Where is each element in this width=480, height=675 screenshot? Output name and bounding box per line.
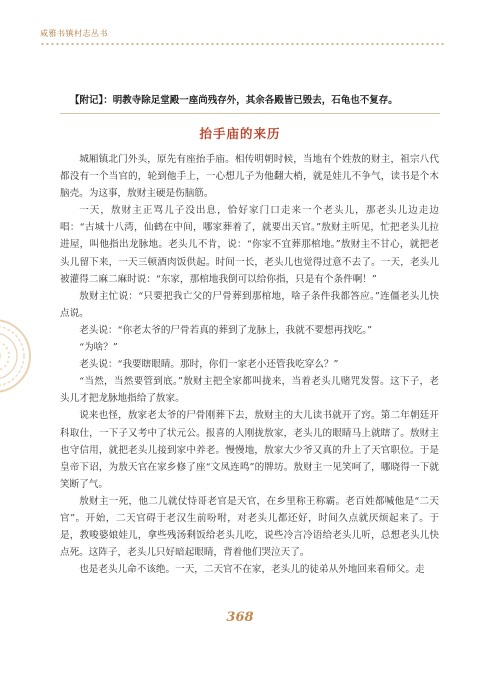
paragraph: “当然，当然要管到底。”敖财主把全家都叫拢来，当着老头儿赌咒发誓。这下子，老头儿才把龙脉地指给了敖家。 xyxy=(60,376,439,405)
paragraph: “为啥？” xyxy=(79,342,118,354)
paragraph: 一天，敖财主正骂儿子没出息，恰好家门口走来一个老头儿，那老头儿边走边唱：“古城十八湾，仙鹤在中间，哪家葬着了，就要出天官。”敖财主听见，忙把老头儿拉进屋，叫他指出龙脉地。老头儿不肯，说：“你家不宜葬那棺地。”敖财主不甘心，就把老头儿留下来，一天三顿酒肉饭供起。时间一长，老头儿也觉得过意不去了。一天，老头儿被灌得二麻二麻时说：“东家，那棺地我倒可以给你指，只是有个条件啊！” xyxy=(60,205,439,285)
series-title: 咸雅书镇村志丛书 xyxy=(40,29,108,38)
page-number: 368 xyxy=(226,610,254,625)
paragraph: 也是老头儿命不该绝。一天，二天官不在家，老头儿的徒弟从外地回来看师父。走 xyxy=(79,564,425,576)
paragraph: 说来也怪，敖家老太爷的尸骨刚葬下去，敖财主的大儿读书就开了窍。第二年朝廷开科取仕，一下子又考中了状元公。报喜的人刚拢敖家，老头儿的眼睛马上就瞎了。敖财主也守信用，就把老头儿接到家中养老。慢慢地，敖家大少爷又真的升上了天官职位。于是皇帝下诏，为敖天官在家乡修了座“文凤连鸣”的牌坊。敖财主一见笑呵了，哪晓得一下就笑断了气。 xyxy=(60,410,439,490)
article-body xyxy=(60,151,439,578)
paragraph: 敖财主忙说：“只要把我亡父的尸骨葬到那棺地，啥子条件我都答应。”连僵老头儿快点说。 xyxy=(60,290,439,319)
decorative-seal-icon xyxy=(0,318,32,394)
appendix-note: 【附记】：明教寺除足堂殿一座尚残存外，其余各殿皆已毁去，石龟也不复存。 xyxy=(70,95,398,106)
note-divider xyxy=(60,113,440,114)
dotted-divider xyxy=(40,42,444,46)
article-title: 抬手庙的来历 xyxy=(199,126,281,141)
paragraph: 敖财主一死，他二儿就仗恃哥老官是天官，在乡里称王称霸。老百姓都喊他是“二天官”。开始，二天官碍于老汉生前吩咐，对老头儿都还好，时间久点就厌烦起来了。于是，教唆婆娘娃儿，拿些残汤剩饭给老头儿吃，说些冷言冷语给老头儿听，总想老头儿快点死。这阵子，老头儿只好暗起眼睛，背着他们哭泣天了。 xyxy=(60,495,439,559)
paragraph: 老头说：“我要瞎眼睛。那时，你们一家老小还管我吃穿么？” xyxy=(79,359,339,371)
paragraph: 城厢镇北门外头，原先有座抬手庙。相传明朝时候，当地有个姓敖的财主，祖宗八代都没有一个当官的，轮到他手上，一心想儿子为他翻大梢，就是娃儿不争气，读书是个木脑壳。为这事，敖财主硬是伤脑筋。 xyxy=(60,154,439,200)
paragraph: 老头说：“你老太爷的尸骨若真的葬到了龙脉上，我就不要想再找吃。” xyxy=(79,324,373,336)
